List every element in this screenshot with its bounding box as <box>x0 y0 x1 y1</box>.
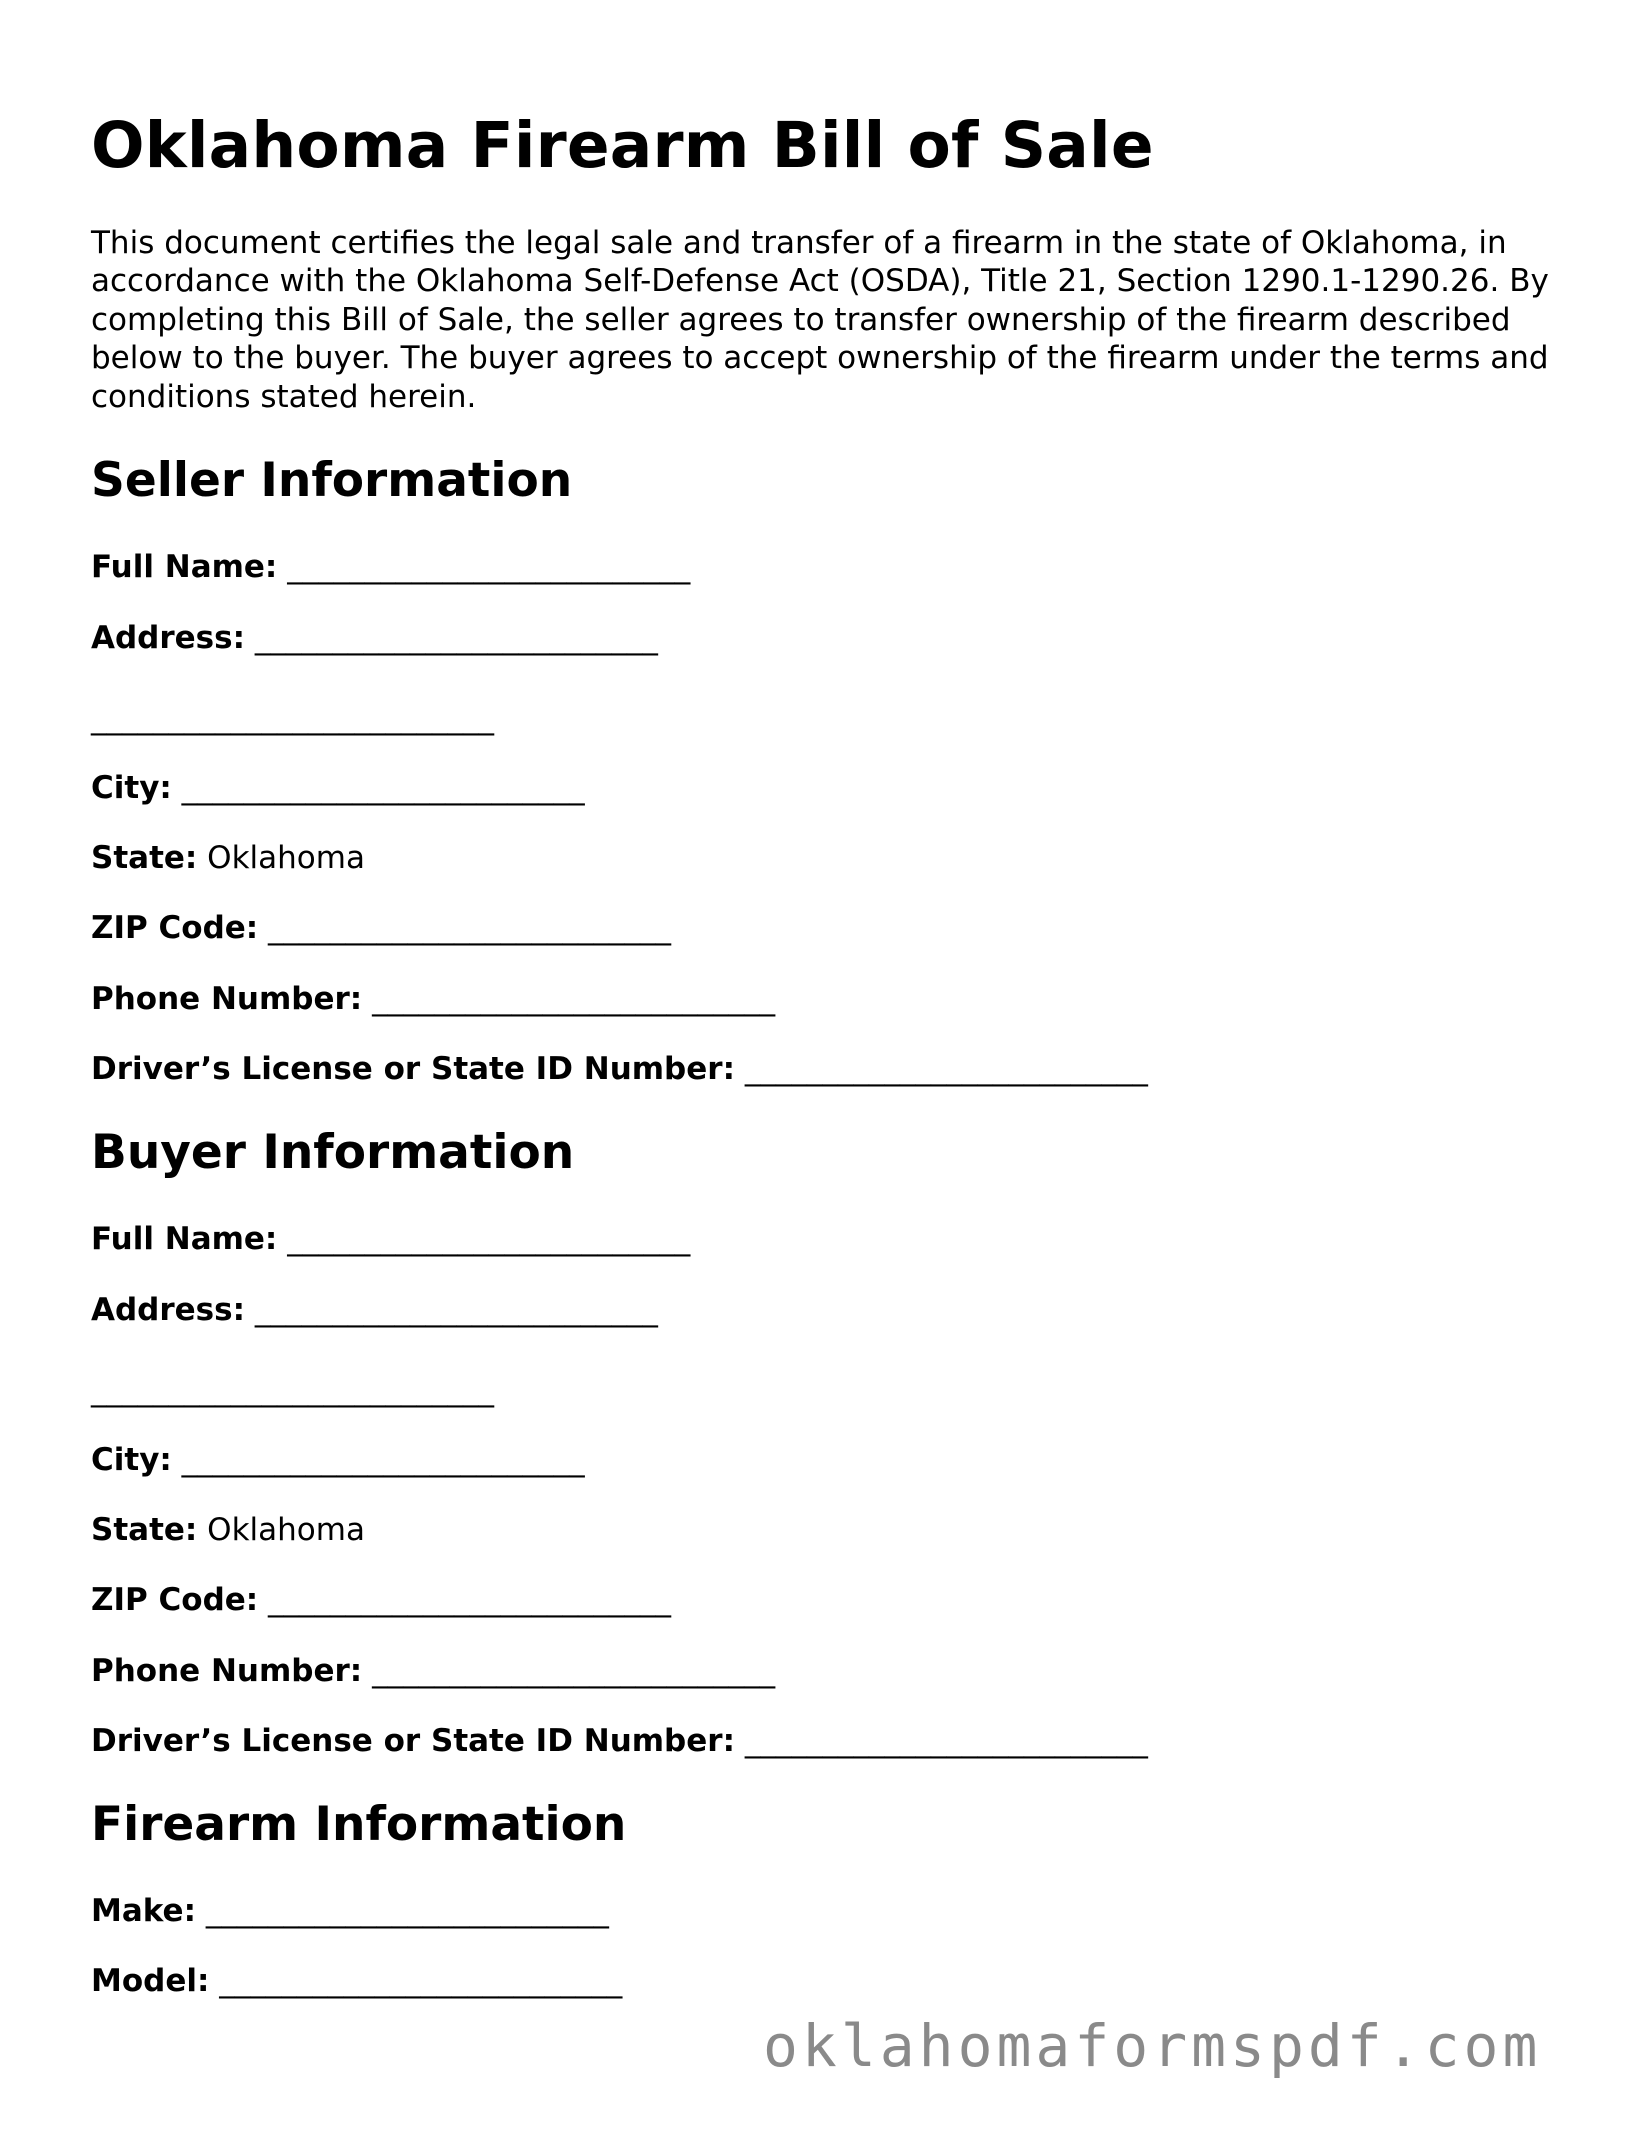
buyer-city-label: City: <box>91 1441 172 1478</box>
seller-full-name-label: Full Name: <box>91 549 278 586</box>
buyer-state-label: State: <box>91 1512 198 1549</box>
seller-state-field <box>91 840 1561 877</box>
seller-address-line2-field[interactable] <box>91 700 1561 737</box>
buyer-state-field <box>91 1512 1561 1549</box>
firearm-model-field[interactable] <box>91 1963 1561 2000</box>
buyer-phone-blank[interactable]: __________________________ <box>372 1652 776 1689</box>
seller-full-name-blank[interactable]: __________________________ <box>287 549 691 586</box>
seller-zip-blank[interactable]: __________________________ <box>268 910 672 947</box>
buyer-city-blank[interactable]: __________________________ <box>181 1441 585 1478</box>
buyer-license-label: Driver’s License or State ID Number: <box>91 1722 735 1759</box>
buyer-city-field[interactable] <box>91 1442 1561 1479</box>
seller-address-blank[interactable]: __________________________ <box>254 619 658 656</box>
buyer-full-name-blank[interactable]: __________________________ <box>287 1221 691 1258</box>
seller-phone-label: Phone Number: <box>91 980 363 1017</box>
buyer-phone-label: Phone Number: <box>91 1652 363 1689</box>
buyer-address-line2-field[interactable] <box>91 1372 1561 1409</box>
seller-address-field[interactable] <box>91 620 1561 657</box>
buyer-phone-field[interactable] <box>91 1653 1561 1690</box>
buyer-address-blank[interactable]: __________________________ <box>254 1291 658 1328</box>
firearm-model-label: Model: <box>91 1963 210 2000</box>
buyer-state-value: Oklahoma <box>207 1512 365 1549</box>
buyer-license-blank[interactable]: __________________________ <box>744 1722 1148 1759</box>
buyer-section <box>91 1125 1561 1760</box>
seller-city-label: City: <box>91 770 172 807</box>
buyer-zip-label: ZIP Code: <box>91 1582 259 1619</box>
seller-address-label: Address: <box>91 619 245 656</box>
document-page <box>91 108 1561 2001</box>
seller-state-value: Oklahoma <box>207 840 365 877</box>
buyer-address-line2-blank[interactable]: __________________________ <box>91 1371 494 1408</box>
seller-address-line2-blank[interactable]: __________________________ <box>91 699 494 736</box>
buyer-zip-blank[interactable]: __________________________ <box>268 1582 672 1619</box>
buyer-address-field[interactable] <box>91 1292 1561 1329</box>
seller-license-label: Driver’s License or State ID Number: <box>91 1050 735 1087</box>
seller-full-name-field[interactable] <box>91 549 1561 586</box>
seller-phone-blank[interactable]: __________________________ <box>372 980 776 1017</box>
seller-zip-field[interactable] <box>91 910 1561 947</box>
document-title: Oklahoma Firearm Bill of Sale <box>91 109 1154 182</box>
firearm-make-blank[interactable]: __________________________ <box>205 1893 609 1930</box>
seller-license-field[interactable] <box>91 1051 1561 1088</box>
seller-zip-label: ZIP Code: <box>91 910 259 947</box>
firearm-model-blank[interactable]: __________________________ <box>219 1963 623 2000</box>
watermark: oklahomaformspdf.com <box>763 2012 1542 2080</box>
seller-city-field[interactable] <box>91 770 1561 807</box>
buyer-address-label: Address: <box>91 1291 245 1328</box>
firearm-make-label: Make: <box>91 1893 196 1930</box>
seller-city-blank[interactable]: __________________________ <box>181 770 585 807</box>
firearm-make-field[interactable] <box>91 1893 1561 1930</box>
seller-heading: Seller Information <box>91 453 573 509</box>
seller-license-blank[interactable]: __________________________ <box>744 1050 1148 1087</box>
seller-phone-field[interactable] <box>91 981 1561 1018</box>
buyer-full-name-label: Full Name: <box>91 1221 278 1258</box>
buyer-license-field[interactable] <box>91 1723 1561 1760</box>
buyer-heading: Buyer Information <box>91 1124 575 1180</box>
firearm-heading: Firearm Information <box>91 1796 627 1852</box>
seller-section <box>91 453 1561 1088</box>
buyer-zip-field[interactable] <box>91 1582 1561 1619</box>
intro-paragraph: This document certifies the legal sale and transfer of a firearm in the state of Oklahoma, in accordance with the Oklahoma Self-Defense Act (OSDA), Title 21, Section 1290.1-1290.26. By completing this Bill of Sale, the seller agrees to transfer ownership of the firearm described below to the buyer. The buyer agrees to accept ownership of the firearm under the terms and conditions stated herein. <box>91 224 1549 415</box>
buyer-full-name-field[interactable] <box>91 1221 1561 1258</box>
firearm-section <box>91 1797 1561 2001</box>
seller-state-label: State: <box>91 840 198 877</box>
